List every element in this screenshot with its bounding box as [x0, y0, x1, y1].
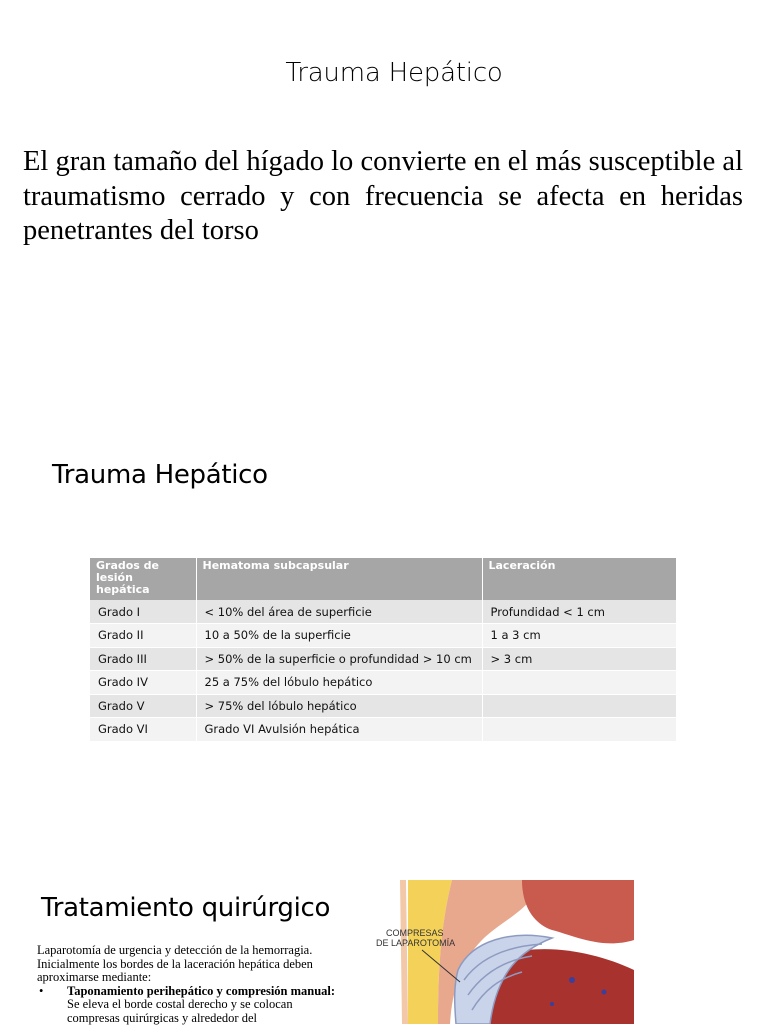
bullet-text: Se eleva el borde costal derecho y se colocan compresas quirúrgicas y alrededor del: [67, 997, 293, 1025]
slide1-title: Trauma Hepático: [0, 58, 768, 88]
cell-grade: Grado III: [90, 647, 196, 671]
slide3-bullet-list: [37, 985, 347, 1025]
illustration-label-line2: DE LAPAROTOMÍA: [376, 938, 455, 948]
table-row: [90, 718, 677, 742]
cell-grade: Grado II: [90, 624, 196, 648]
table-row: [90, 600, 677, 624]
table-header-row: [90, 558, 677, 600]
cell-laceration: [482, 694, 677, 718]
laparotomy-pads-illustration: [372, 880, 672, 1024]
cell-laceration: > 3 cm: [482, 647, 677, 671]
slide1-body-text: El gran tamaño del hígado lo convierte en el más susceptible al traumatismo cerrado y con frecuencia se afecta en heridas penetrantes del torso: [23, 145, 743, 249]
header-hematoma: Hematoma subcapsular: [196, 558, 482, 600]
table-row: [90, 647, 677, 671]
cell-laceration: 1 a 3 cm: [482, 624, 677, 648]
cell-grade: Grado I: [90, 600, 196, 624]
illustration-vessel: [550, 1002, 554, 1006]
illustration-vessel: [569, 977, 575, 983]
slide3-title: Tratamiento quirúrgico: [41, 893, 330, 923]
illustration-vessel: [602, 990, 607, 995]
cell-grade: Grado VI: [90, 718, 196, 742]
header-laceration: Laceración: [482, 558, 677, 600]
cell-laceration: Profundidad < 1 cm: [482, 600, 677, 624]
bullet-bold-text: Taponamiento perihepático y compresión manual:: [67, 984, 335, 998]
cell-hematoma: < 10% del área de superficie: [196, 600, 482, 624]
table-row: [90, 624, 677, 648]
list-item: [67, 985, 347, 1025]
slide3-intro: Laparotomía de urgencia y detección de la hemorragia. Inicialmente los bordes de la laceración hepática deben aproximarse mediante:: [37, 944, 347, 985]
slide3-body: [37, 944, 347, 1025]
cell-hematoma: > 50% de la superficie o profundidad > 10 cm: [196, 647, 482, 671]
cell-grade: Grado V: [90, 694, 196, 718]
liver-grade-table: [90, 558, 677, 742]
table-row: [90, 694, 677, 718]
cell-hematoma: 10 a 50% de la superficie: [196, 624, 482, 648]
cell-hematoma: 25 a 75% del lóbulo hepático: [196, 671, 482, 695]
cell-hematoma: > 75% del lóbulo hepático: [196, 694, 482, 718]
slide2-title: Trauma Hepático: [52, 460, 268, 490]
cell-grade: Grado IV: [90, 671, 196, 695]
table-row: [90, 671, 677, 695]
cell-laceration: [482, 718, 677, 742]
header-grade: Grados de lesión hepática: [90, 558, 196, 600]
cell-laceration: [482, 671, 677, 695]
illustration-label-line1: COMPRESAS: [386, 928, 444, 938]
cell-hematoma: Grado VI Avulsión hepática: [196, 718, 482, 742]
